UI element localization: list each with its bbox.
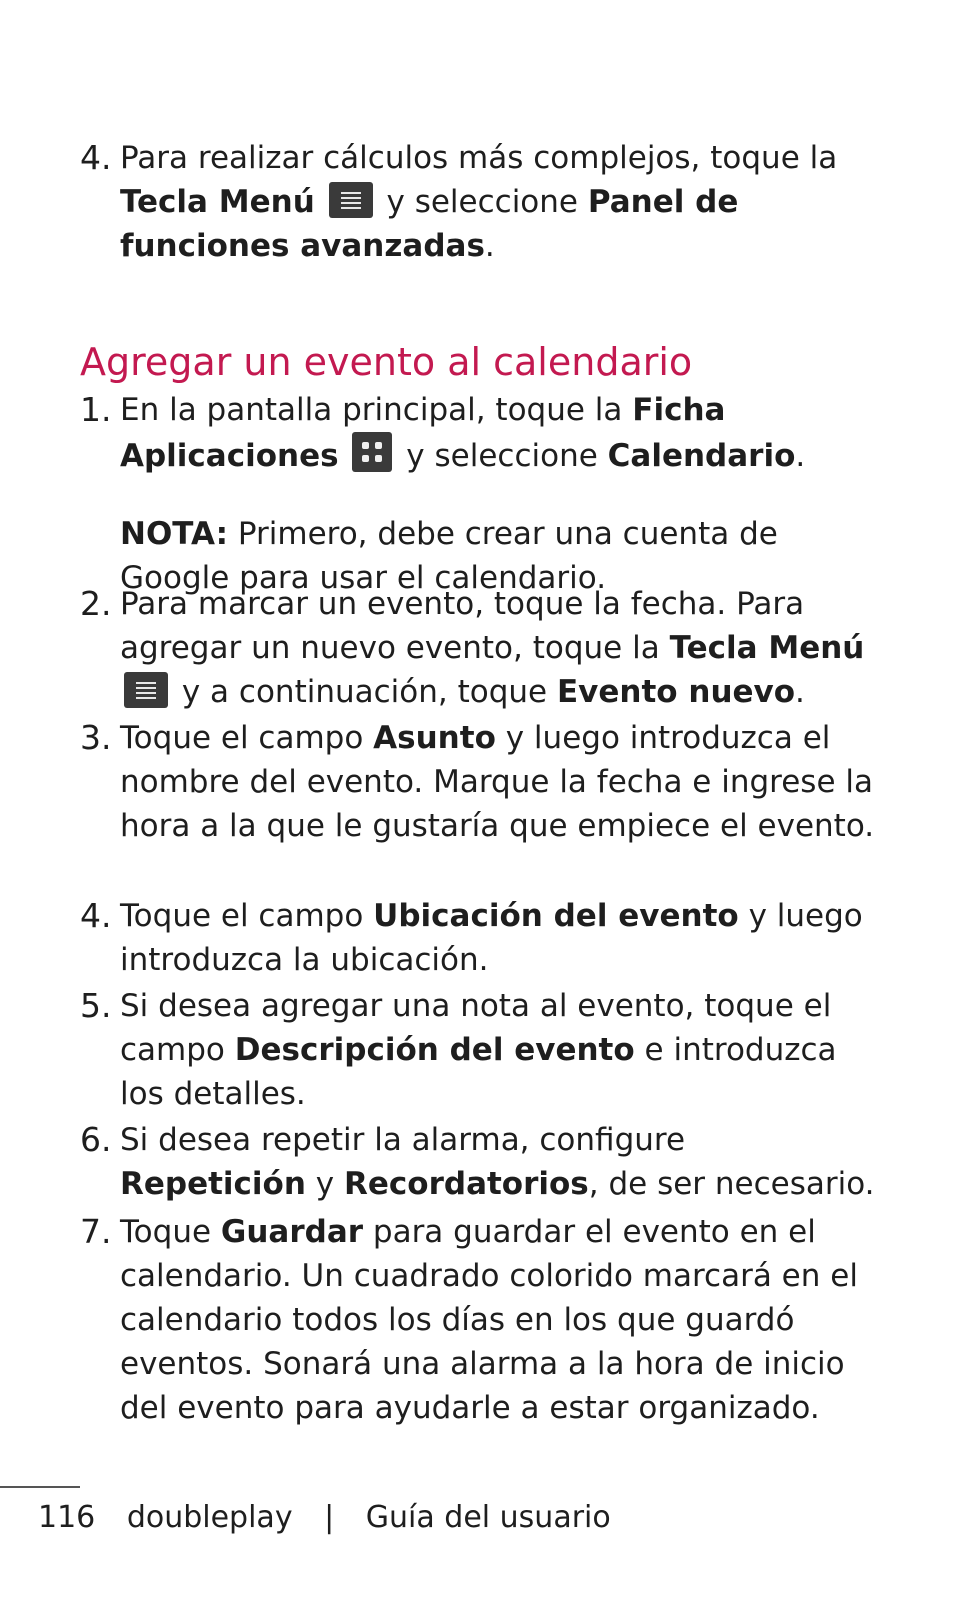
step-text: Para realizar cálculos más complejos, toque la [120,140,838,176]
step-4 [80,894,880,982]
menu-key-icon [124,672,168,708]
step-text: y [315,1166,335,1202]
product-name: doubleplay [126,1500,293,1535]
step-6 [80,1118,880,1206]
guide-title: Guía del usuario [365,1500,611,1535]
step-number: 4. [80,138,112,177]
step-bold: Calendario [607,438,796,474]
footer-rule [0,1486,80,1488]
step-text: y seleccione [406,438,598,474]
step-text: . [795,674,805,710]
step-bold: Descripción del evento [234,1032,635,1068]
step-text: e introduzca los detalles. [120,1032,837,1112]
step-number: 4. [80,896,112,935]
step-text: , de ser necesario. [588,1166,875,1202]
step-number: 1. [80,390,112,429]
page-number: 116 [38,1500,96,1535]
step-text: Para marcar un evento, toque la fecha. Para agregar un nuevo evento, toque la [120,586,805,666]
step-text: para guardar el evento en el calendario. Un cuadrado colorido marcará en el calendario todos los días en los que guardó eventos. Sonará una alarma a la hora de inicio del evento para ayudarle a estar organizado. [120,1214,858,1426]
step-bold: Tecla Menú [120,184,315,220]
step-bold: Panel de funciones avanzadas [120,184,739,264]
step-bold: Recordatorios [344,1166,589,1202]
step-bold: Guardar [220,1214,364,1250]
step-2 [80,582,880,714]
step-bold: Repetición [120,1166,306,1202]
note-text: Primero, debe crear una cuenta de Google para usar el calendario. [120,516,778,596]
step-5 [80,984,880,1116]
step-text: En la pantalla principal, toque la [120,392,623,428]
step-text: Toque el campo [120,898,364,934]
step-text: y luego introduzca la ubicación. [120,898,863,978]
step-7 [80,1210,880,1430]
page-footer [38,1500,633,1535]
step-number: 2. [80,584,112,623]
step-text: . [484,228,495,264]
section-title: Agregar un evento al calendario [80,340,693,384]
step-bold: Asunto [373,720,496,756]
step-number: 5. [80,986,112,1025]
step-number: 6. [80,1120,112,1159]
step-text: Toque [120,1214,212,1250]
step-bold: Evento nuevo [556,674,796,710]
step-number: 3. [80,718,112,757]
note-label: NOTA: [120,516,229,552]
menu-key-icon [329,182,373,218]
step-1 [80,388,880,478]
applications-icon [352,432,392,472]
step-bold: Ubicación del evento [373,898,739,934]
step-bold: Ficha Aplicaciones [120,392,726,474]
step-text: y luego introduzca el nombre del evento. Marque la fecha e ingrese la hora a la que le gustaría que empiece el evento. [120,720,875,844]
step-text: Toque el campo [120,720,364,756]
step-text: Si desea agregar una nota al evento, toque el campo [120,988,832,1068]
step-text: y a continuación, toque [181,674,548,710]
step-text: Si desea repetir la alarma, configure [120,1122,686,1158]
step-4-advanced-panel [80,136,880,268]
step-text: y seleccione [386,184,578,220]
step-3 [80,716,880,848]
step-bold: Tecla Menú [669,630,865,666]
step-text: . [795,438,806,474]
step-number: 7. [80,1212,112,1251]
footer-separator: | [324,1500,335,1535]
